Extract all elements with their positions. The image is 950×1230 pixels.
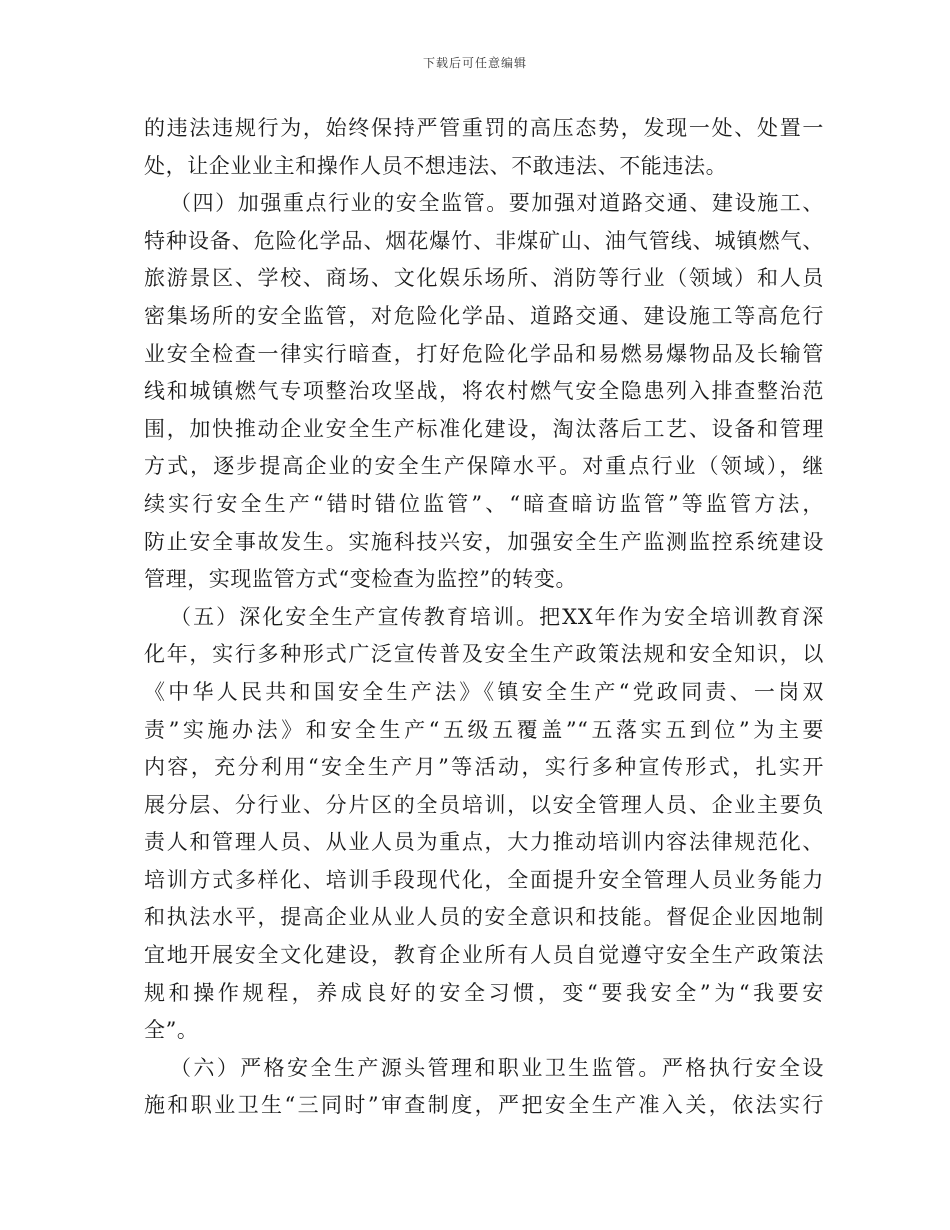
- text-line: 宜地开展安全文化建设，教育企业所有人员自觉遵守安全生产政策法: [144, 943, 824, 968]
- text-line: 化年，实行多种形式广泛宣传普及安全生产政策法规和安全知识，以: [144, 642, 824, 667]
- text-line: （五）深化安全生产宣传教育培训。把XX年作为安全培训教育深: [170, 604, 824, 629]
- text-line: 规和操作规程，养成良好的安全习惯，变“要我安全”为“我要安: [144, 980, 824, 1005]
- text-line: 特种设备、危险化学品、烟花爆竹、非煤矿山、油气管线、城镇燃气、: [144, 228, 824, 253]
- text-line: 培训方式多样化、培训手段现代化，全面提升安全管理人员业务能力: [144, 867, 824, 892]
- text-line: 内容，充分利用“安全生产月”等活动，实行多种宣传形式，扎实开: [144, 755, 824, 780]
- text-line: 围，加快推动企业安全生产标准化建设，淘汰落后工艺、设备和管理: [144, 416, 824, 441]
- text-line: 责”实施办法》和安全生产“五级五覆盖”“五落实五到位”为主要: [144, 717, 824, 742]
- text-line: 的违法违规行为，始终保持严管重罚的高压态势，发现一处、处置一: [144, 116, 824, 140]
- text-line: 展分层、分行业、分片区的全员培训，以安全管理人员、企业主要负: [144, 792, 824, 817]
- text-line: 密集场所的安全监管，对危险化学品、道路交通、建设施工等高危行: [144, 303, 824, 328]
- text-line: 和执法水平，提高企业从业人员的安全意识和技能。督促企业因地制: [144, 905, 824, 930]
- text-line: 处，让企业业主和操作人员不想违法、不敢违法、不能违法。: [144, 153, 728, 178]
- text-line: 业安全检查一律实行暗查，打好危险化学品和易燃易爆物品及长输管: [144, 341, 824, 366]
- text-line: 续实行安全生产“错时错位监管”、“暗查暗访监管”等监管方法，: [144, 491, 824, 516]
- text-line: 《中华人民共和国安全生产法》《镇安全生产“党政同责、一岗双: [144, 679, 824, 704]
- text-line: 线和城镇燃气专项整治攻坚战，将农村燃气安全隐患列入排查整治范: [144, 379, 824, 404]
- text-line: 方式，逐步提高企业的安全生产保障水平。对重点行业（领域），继: [144, 454, 824, 479]
- text-line: 施和职业卫生“三同时”审查制度，严把安全生产准入关，依法实行: [144, 1093, 824, 1118]
- text-line: （四）加强重点行业的安全监管。要加强对道路交通、建设施工、: [170, 191, 824, 216]
- text-line: 全”。: [144, 1018, 199, 1043]
- text-line: 旅游景区、学校、商场、文化娱乐场所、消防等行业（领域）和人员: [144, 266, 824, 291]
- document-body: [144, 110, 824, 1125]
- text-line: 管理，实现监管方式“变检查为监控”的转变。: [144, 567, 578, 592]
- page-header: 下载后可任意编辑: [422, 56, 527, 70]
- text-line: 防止安全事故发生。实施科技兴安，加强安全生产监测监控系统建设: [144, 529, 824, 554]
- text-line: 责人和管理人员、从业人员为重点，大力推动培训内容法律规范化、: [144, 830, 824, 855]
- text-line: （六）严格安全生产源头管理和职业卫生监管。严格执行安全设: [170, 1055, 824, 1080]
